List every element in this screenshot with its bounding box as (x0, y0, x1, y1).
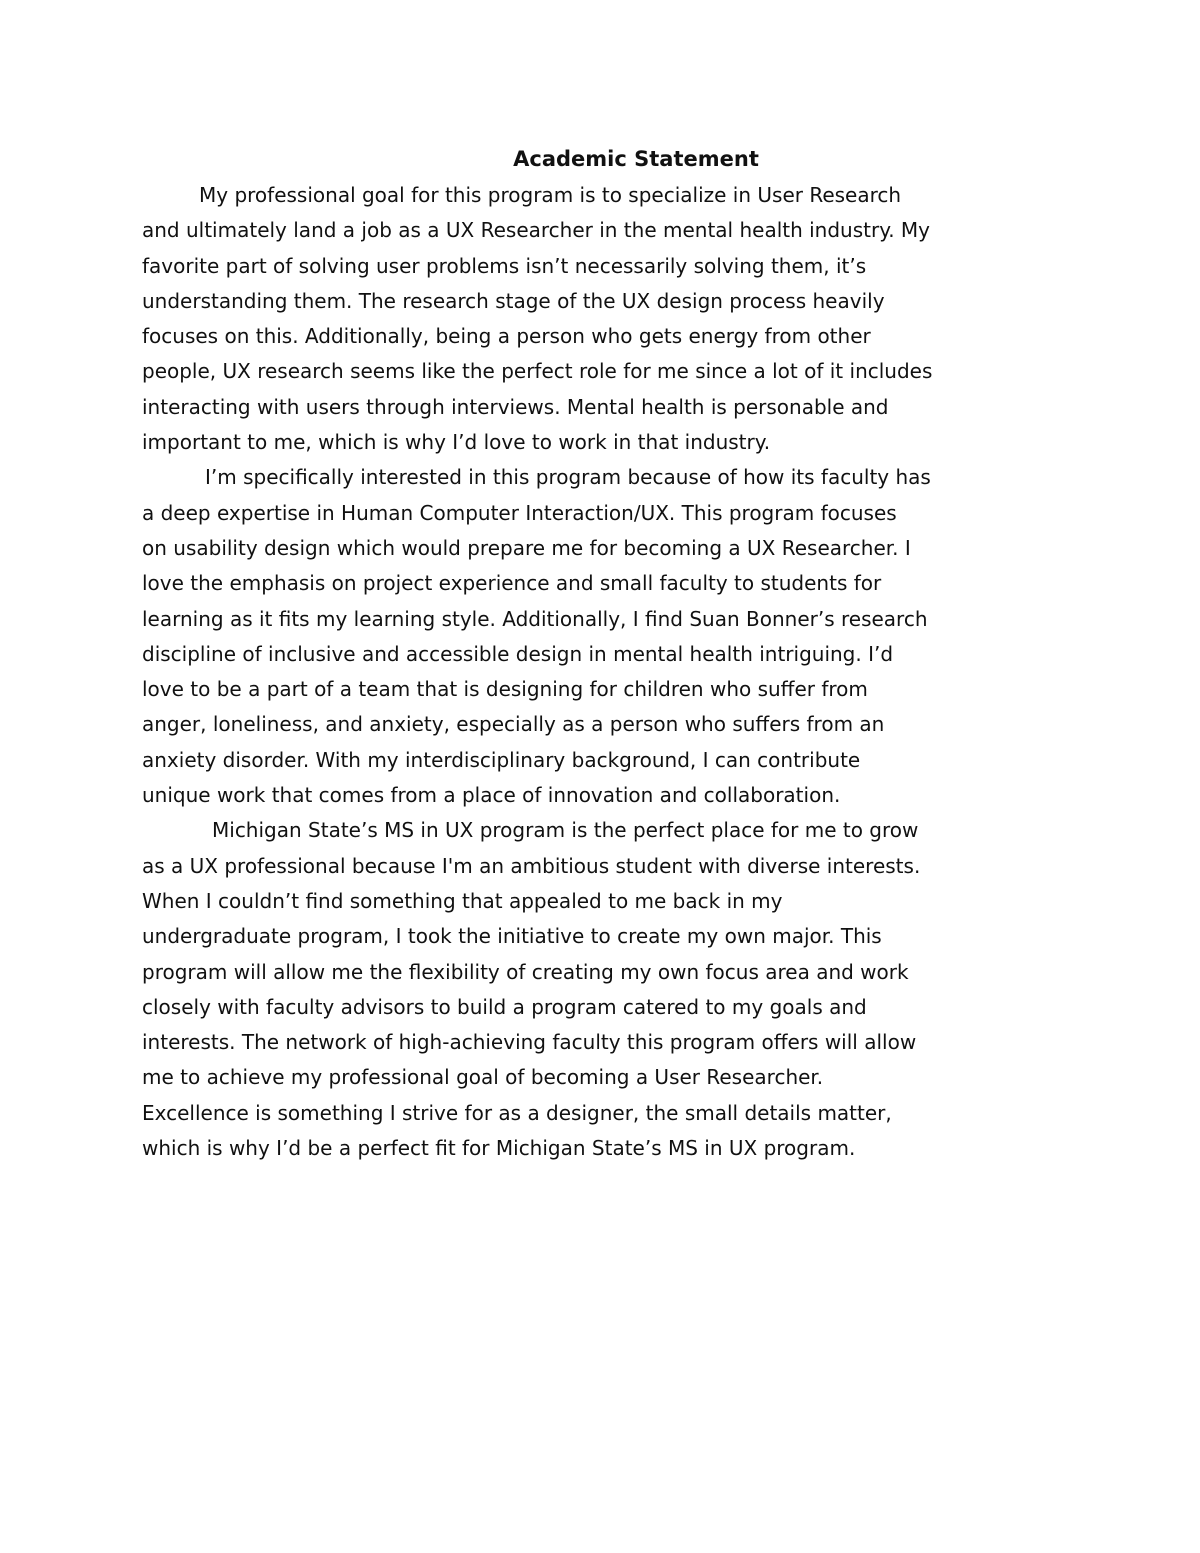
paragraph-3-line: as a UX professional because I'm an ambitious student with diverse interests. (142, 853, 921, 878)
paragraph-2-line: learning as it fits my learning style. Additionally, I find Suan Bonner’s research (142, 606, 928, 631)
paragraph-1-line: people, UX research seems like the perfect role for me since a lot of it includes (142, 359, 933, 384)
paragraph-2-line: a deep expertise in Human Computer Interaction/UX. This program focuses (142, 500, 897, 525)
document-title: Academic Statement (513, 147, 759, 171)
paragraph-2-line: anger, loneliness, and anxiety, especially as a person who suffers from an (142, 712, 885, 737)
document-body (142, 178, 1072, 1166)
paragraph-3-line: closely with faculty advisors to build a program catered to my goals and (142, 994, 867, 1019)
paragraph-3-line: undergraduate program, I took the initiative to create my own major. This (142, 924, 882, 949)
paragraph-3-line: Excellence is something I strive for as a designer, the small details matter, (142, 1100, 892, 1125)
paragraph-2-line: I’m specifically interested in this program because of how its faculty has (205, 465, 931, 490)
paragraph-3-line: When I couldn’t find something that appealed to me back in my (142, 888, 783, 913)
paragraph-2-line: unique work that comes from a place of innovation and collaboration. (142, 783, 841, 808)
paragraph-1-line: and ultimately land a job as a UX Researcher in the mental health industry. My (142, 218, 931, 243)
paragraph-3-line: me to achieve my professional goal of becoming a User Researcher. (142, 1065, 824, 1090)
paragraph-1-line: interacting with users through interviews. Mental health is personable and (142, 394, 889, 419)
paragraph-2-line: love to be a part of a team that is designing for children who suffer from (142, 677, 868, 702)
paragraph-1-line: favorite part of solving user problems isn’t necessarily solving them, it’s (142, 253, 867, 278)
paragraph-1-line: understanding them. The research stage of the UX design process heavily (142, 288, 885, 313)
paragraph-1-line: My professional goal for this program is to specialize in User Research (199, 183, 902, 207)
paragraph-2-line: anxiety disorder. With my interdisciplinary background, I can contribute (142, 747, 861, 772)
paragraph-3-line: Michigan State’s MS in UX program is the perfect place for me to grow (212, 818, 919, 843)
paragraph-3-line: which is why I’d be a perfect fit for Michigan State’s MS in UX program. (142, 1136, 856, 1161)
paragraph-2-line: love the emphasis on project experience and small faculty to students for (142, 571, 882, 596)
paragraph-2-line: on usability design which would prepare me for becoming a UX Researcher. I (142, 535, 911, 560)
paragraph-2-line: discipline of inclusive and accessible design in mental health intriguing. I’d (142, 641, 894, 666)
paragraph-1-line: important to me, which is why I’d love to work in that industry. (142, 430, 771, 455)
paragraph-1-line: focuses on this. Additionally, being a person who gets energy from other (142, 324, 871, 349)
paragraph-3-line: interests. The network of high-achieving faculty this program offers will allow (142, 1030, 917, 1055)
paragraph-3-line: program will allow me the flexibility of creating my own focus area and work (142, 959, 909, 984)
